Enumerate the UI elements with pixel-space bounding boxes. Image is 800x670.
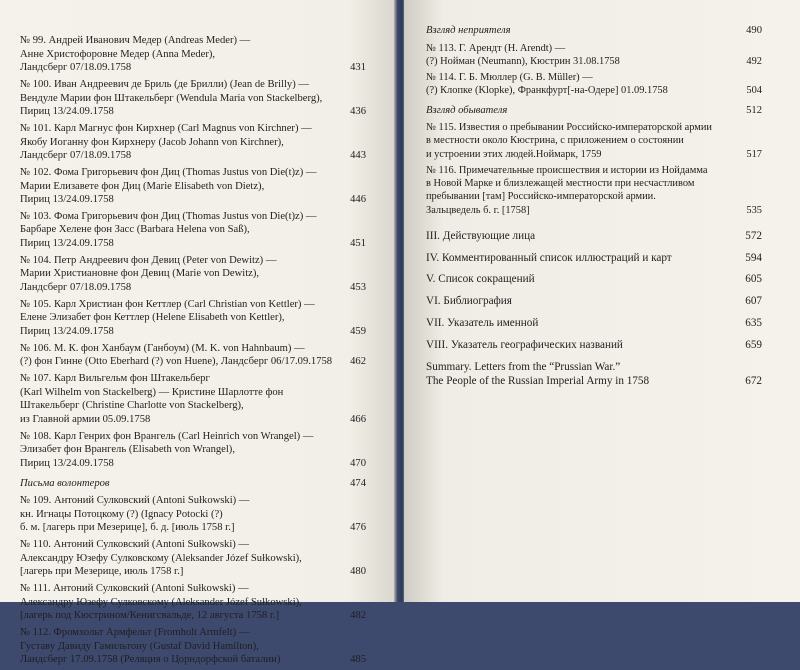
toc-entry [426, 316, 762, 330]
entry-line: № 116. Примечательные происшествия и истории из Нойдамма [426, 164, 708, 176]
entry-line: и устроении этих людей.Ноймарк, 1759 [426, 148, 602, 160]
entry-line: (Karl Wilhelm von Stackelberg) — Кристине Шарлотте фон [20, 386, 284, 398]
entry-line: Густаву Давиду Гамильтону (Gustaf David Hamilton), [20, 640, 259, 652]
entry-line: Пириц 13/24.09.1758 [20, 106, 114, 118]
entry-line: Ландсберг 17.09.1758 (Реляция о Цорндорфской баталии) [20, 654, 281, 666]
page-number: 482 [350, 610, 366, 622]
toc-entry [20, 34, 366, 75]
entry-line: VII. Указатель именной [426, 316, 539, 329]
entry-line: Зальцведель б. г. [1758] [426, 204, 530, 216]
toc-entry [20, 166, 366, 207]
page-number: 453 [350, 282, 366, 294]
entry-line: № 108. Карл Генрих фон Врангель (Carl Heinrich von Wrangel) — [20, 430, 314, 442]
entry-line: Александру Юзефу Сулковскому (Aleksander Józef Sułkowski), [20, 596, 302, 608]
entry-line: III. Действующие лица [426, 229, 536, 242]
entry-line: № 115. Известия о пребывании Российско-императорской армии [426, 122, 712, 134]
entry-line: № 107. Карл Вильгельм фон Штакельберг [20, 373, 210, 385]
page-number: 607 [745, 295, 762, 308]
entry-line: (?) Клопке (Klopke), Франкфурт[-на-Одере] 01.09.1758 [426, 85, 668, 97]
toc-entry [20, 372, 366, 426]
section-title: Взгляд неприятеля [426, 25, 511, 36]
entry-line: пребывании [там] Российско-императорской армии. [426, 191, 656, 203]
section-title: Письма волонтеров [20, 477, 110, 489]
entry-line: № 105. Карл Христиан фон Кеттлер (Carl Christian von Kettler) — [20, 298, 315, 310]
entry-line: Барбаре Хелене фон Засс (Barbara Helena von Saß), [20, 224, 250, 236]
entry-line: Штакельберг (Christine Charlotte von Stackelberg), [20, 400, 244, 412]
entry-line: VI. Библиография [426, 295, 512, 308]
entry-line: № 104. Петр Андреевич фон Девиц (Peter von Dewitz) — [20, 254, 277, 266]
page-number: 459 [350, 326, 366, 337]
entry-line: из Главной армии 05.09.1758 [20, 413, 151, 425]
entry-line: Александру Юзефу Сулковскому (Aleksander Józef Sułkowski), [20, 552, 302, 564]
entry-line: № 114. Г. Б. Мюллер (G. B. Müller) — [426, 72, 593, 84]
page-number: 572 [745, 229, 762, 242]
page-number: 446 [350, 194, 366, 206]
entry-line: Ландсберг 07/18.09.1758 [20, 282, 132, 294]
entry-line: б. м. [лагерь при Мезерице], б. д. [июль 1758 г.] [20, 522, 235, 534]
page-number: 466 [350, 413, 366, 425]
entry-line: № 110. Антоний Сулковский (Antoni Sułkowski) — [20, 539, 250, 551]
entry-line: V. Список сокращений [426, 273, 535, 286]
entry-line: Анне Христофоровне Медер (Anna Meder), [20, 48, 216, 60]
entry-line: Пириц 13/24.09.1758 [20, 194, 114, 206]
entry-line: [лагерь при Мезерице, июль 1758 г.] [20, 566, 184, 578]
page-number: 462 [350, 356, 366, 368]
entry-line: Элизабет фон Врангель (Elisabeth von Wrangel), [20, 444, 235, 456]
page-number: 659 [745, 338, 762, 351]
entry-line: Summary. Letters from the “Prussian War.” [426, 360, 621, 373]
page-number: 504 [746, 85, 762, 97]
letter-entries [20, 34, 366, 471]
entry-line: № 100. Иван Андреевич де Бриль (де Брилли) (Jean de Brilly) — [20, 78, 309, 90]
toc-entry [20, 210, 366, 251]
page-number: 470 [350, 457, 366, 469]
section-title: Взгляд обывателя [426, 104, 508, 116]
toc-entry [20, 626, 366, 667]
page-number: 431 [350, 62, 366, 74]
toc-entry [20, 582, 366, 623]
toc-entry [426, 272, 762, 286]
toc-entry [426, 164, 762, 217]
toc-entry [20, 342, 366, 369]
entry-line: № 102. Фома Григорьевич фон Диц (Thomas Justus von Die(t)z) — [20, 166, 317, 178]
entry-line: № 109. Антоний Сулковский (Antoni Sułkowski) — [20, 495, 250, 507]
page-number: 605 [745, 273, 762, 286]
page-number: 535 [746, 204, 762, 216]
entry-line: Марии Христиановне фон Девиц (Marie von Dewitz), [20, 268, 260, 280]
page-number: 635 [745, 316, 762, 329]
entry-line: Марии Елизавете фон Диц (Marie Elisabeth von Dietz), [20, 180, 265, 192]
enemy-entries [426, 42, 762, 98]
entry-line: Ландсберг 07/18.09.1758 [20, 62, 132, 74]
entry-line: № 113. Г. Арендт (H. Arendt) — [426, 42, 566, 54]
page-number: 492 [746, 55, 762, 67]
toc-entry [20, 298, 366, 339]
page-number: 474 [350, 477, 366, 489]
page-number: 451 [350, 238, 366, 250]
entry-line: (?) Нойман (Neumann), Кюстрин 31.08.1758 [426, 55, 620, 67]
section-resident [426, 104, 762, 118]
page-number: 517 [746, 148, 762, 160]
right-toc [426, 24, 762, 395]
entry-line: Пириц 13/24.09.1758 [20, 238, 114, 250]
toc-entry [20, 254, 366, 295]
toc-entry [426, 294, 762, 308]
entry-line: № 99. Андрей Иванович Медер (Andreas Meder) — [20, 35, 251, 46]
toc-entry [20, 78, 366, 119]
section-volunteers [20, 477, 366, 491]
toc-parts [426, 229, 762, 388]
volunteer-entries [20, 494, 366, 667]
page-number: 512 [746, 104, 762, 116]
toc-entry [426, 71, 762, 97]
page-number: 594 [745, 251, 762, 264]
entry-line: Вендуле Марии фон Штакельберг (Wendula Maria von Stackelberg), [20, 92, 323, 104]
section-enemy [426, 24, 762, 38]
toc-entry [426, 338, 762, 352]
page-number: 443 [350, 150, 366, 162]
toc-entry [426, 42, 762, 68]
page-number: 436 [350, 106, 366, 118]
toc-entry [20, 494, 366, 535]
entry-line: Якобу Иоганну фон Кирхнеру (Jacob Johann von Kirchner), [20, 136, 284, 148]
resident-entries [426, 121, 762, 217]
toc-entry [20, 122, 366, 163]
entry-line: в Новой Марке и близлежащей местности при несчастливом [426, 178, 695, 190]
entry-line: Пириц 13/24.09.1758 [20, 326, 114, 337]
entry-line: IV. Комментированный список иллюстраций и карт [426, 251, 672, 264]
page-number: 480 [350, 566, 366, 578]
page-number: 476 [350, 522, 366, 534]
entry-line: в местности около Кюстрина, с приложением о состоянии [426, 135, 684, 147]
entry-line: Пириц 13/24.09.1758 [20, 457, 114, 469]
entry-line: № 111. Антоний Сулковский (Antoni Sułkowski) — [20, 583, 249, 595]
entry-line: VIII. Указатель географических названий [426, 338, 623, 351]
entry-line: Елене Элизабет фон Кеттлер (Helene Elisabeth von Kettler), [20, 312, 285, 324]
entry-line: кн. Игнацы Потоцкому (?) (Ignacy Potocki (?) [20, 508, 223, 520]
left-toc [20, 34, 366, 670]
page-number: 672 [745, 374, 762, 387]
entry-line: № 106. М. К. фон Ханбаум (Ганбоум) (M. K. von Hahnbaum) — [20, 342, 305, 354]
page-number: 485 [350, 654, 366, 666]
toc-entry [426, 251, 762, 265]
entry-line: [лагерь под Кюстрином/Кенигсвальде, 12 августа 1758 г.] [20, 610, 280, 622]
toc-entry [20, 430, 366, 471]
toc-entry [426, 229, 762, 243]
toc-entry [426, 121, 762, 161]
entry-line: № 112. Фромхольт Армфельт (Fromholt Armfelt) — [20, 627, 250, 638]
entry-line: The People of the Russian Imperial Army in 1758 [426, 374, 650, 387]
page-number: 490 [746, 25, 762, 36]
toc-entry [20, 538, 366, 579]
entry-line: Ландсберг 07/18.09.1758 [20, 150, 132, 162]
entry-line: (?) фон Гинне (Otto Eberhard (?) von Huene), Ландсберг 06/17.09.1758 [20, 356, 333, 368]
entry-line: № 101. Карл Магнус фон Кирхнер (Carl Magnus von Kirchner) — [20, 122, 312, 134]
entry-line: № 103. Фома Григорьевич фон Диц (Thomas Justus von Die(t)z) — [20, 210, 317, 222]
toc-entry [426, 360, 762, 388]
